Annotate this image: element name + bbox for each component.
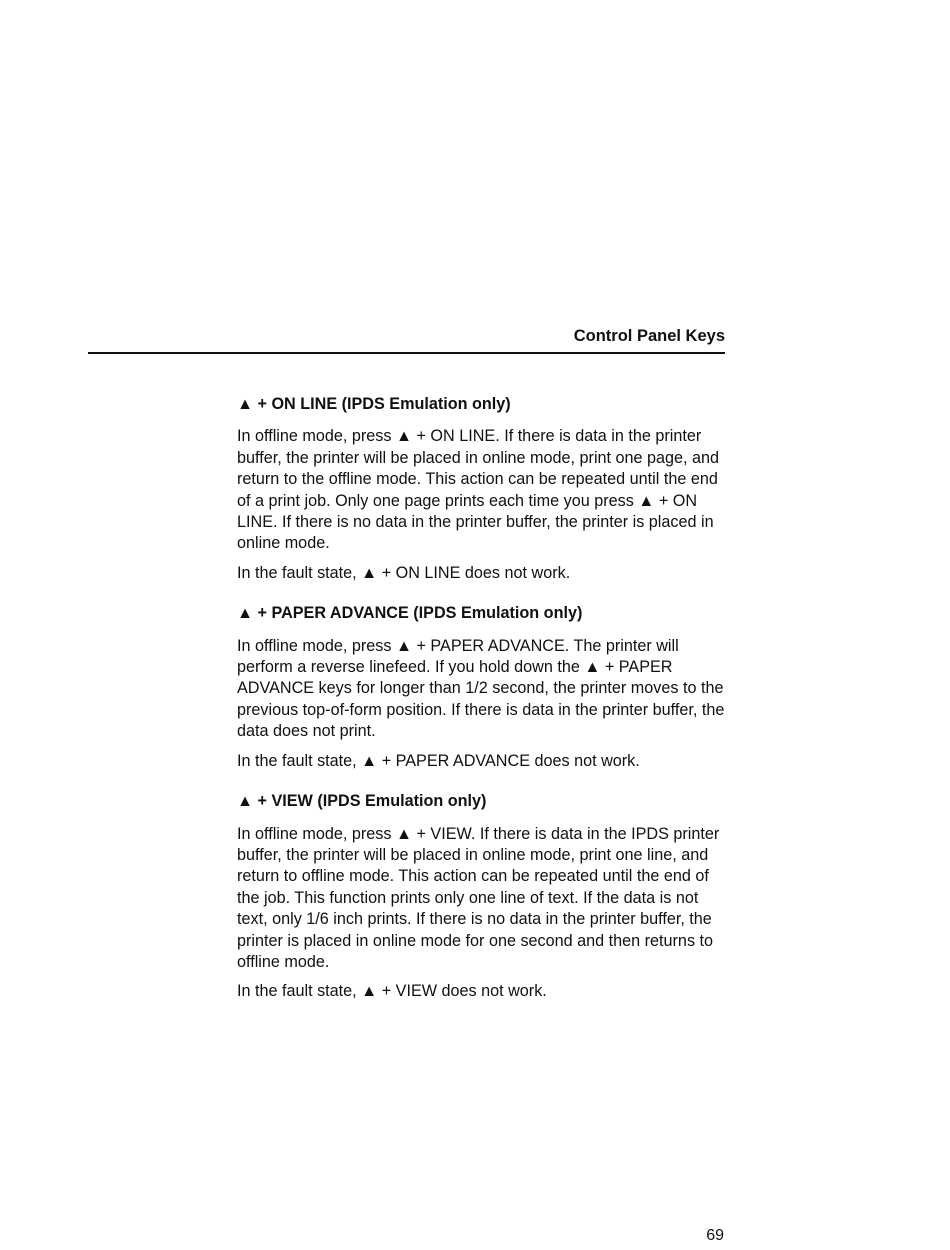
running-header-title: Control Panel Keys <box>573 327 725 345</box>
paragraph: In offline mode, press ▲ + VIEW. If there is data in the IPDS printer buffer, the printer will be placed in online mode, print one line, and return to offline mode. This action can be repeated until the end of the job. This function prints only one line of text. If the data is not text, only 1/6 inch prints. If there is no data in the printer buffer, the printer is placed in online mode for one second and then returns to offline mode. <box>237 824 720 971</box>
running-header <box>88 326 725 354</box>
page-number: 69 <box>706 1227 724 1244</box>
section-paper-advance <box>237 603 727 772</box>
section-heading: ▲ + VIEW (IPDS Emulation only) <box>237 792 487 811</box>
paragraph: In offline mode, press ▲ + PAPER ADVANCE. The printer will perform a reverse linefeed. If you hold down the ▲ + PAPER ADVANCE keys for longer than 1/2 second, the printer moves to the previous top-of-form position. If there is data in the printer buffer, the data does not print. <box>237 636 725 741</box>
paragraph: In the fault state, ▲ + ON LINE does not work. <box>237 563 571 582</box>
section-view <box>237 791 727 1003</box>
paragraph: In the fault state, ▲ + VIEW does not work. <box>237 982 547 1001</box>
paragraph: In the fault state, ▲ + PAPER ADVANCE does not work. <box>237 751 640 770</box>
section-heading: ▲ + PAPER ADVANCE (IPDS Emulation only) <box>237 604 583 623</box>
section-heading: ▲ + ON LINE (IPDS Emulation only) <box>237 395 511 413</box>
paragraph: In offline mode, press ▲ + ON LINE. If there is data in the printer buffer, the printer will be placed in online mode, print one page, and return to the offline mode. This action can be repeated until the end of a print job. Only one page prints each time you press ▲ + ON LINE. If there is no data in the printer buffer, the printer is placed in online mode. <box>237 427 720 553</box>
page-content <box>237 394 727 1011</box>
section-online <box>237 394 727 584</box>
